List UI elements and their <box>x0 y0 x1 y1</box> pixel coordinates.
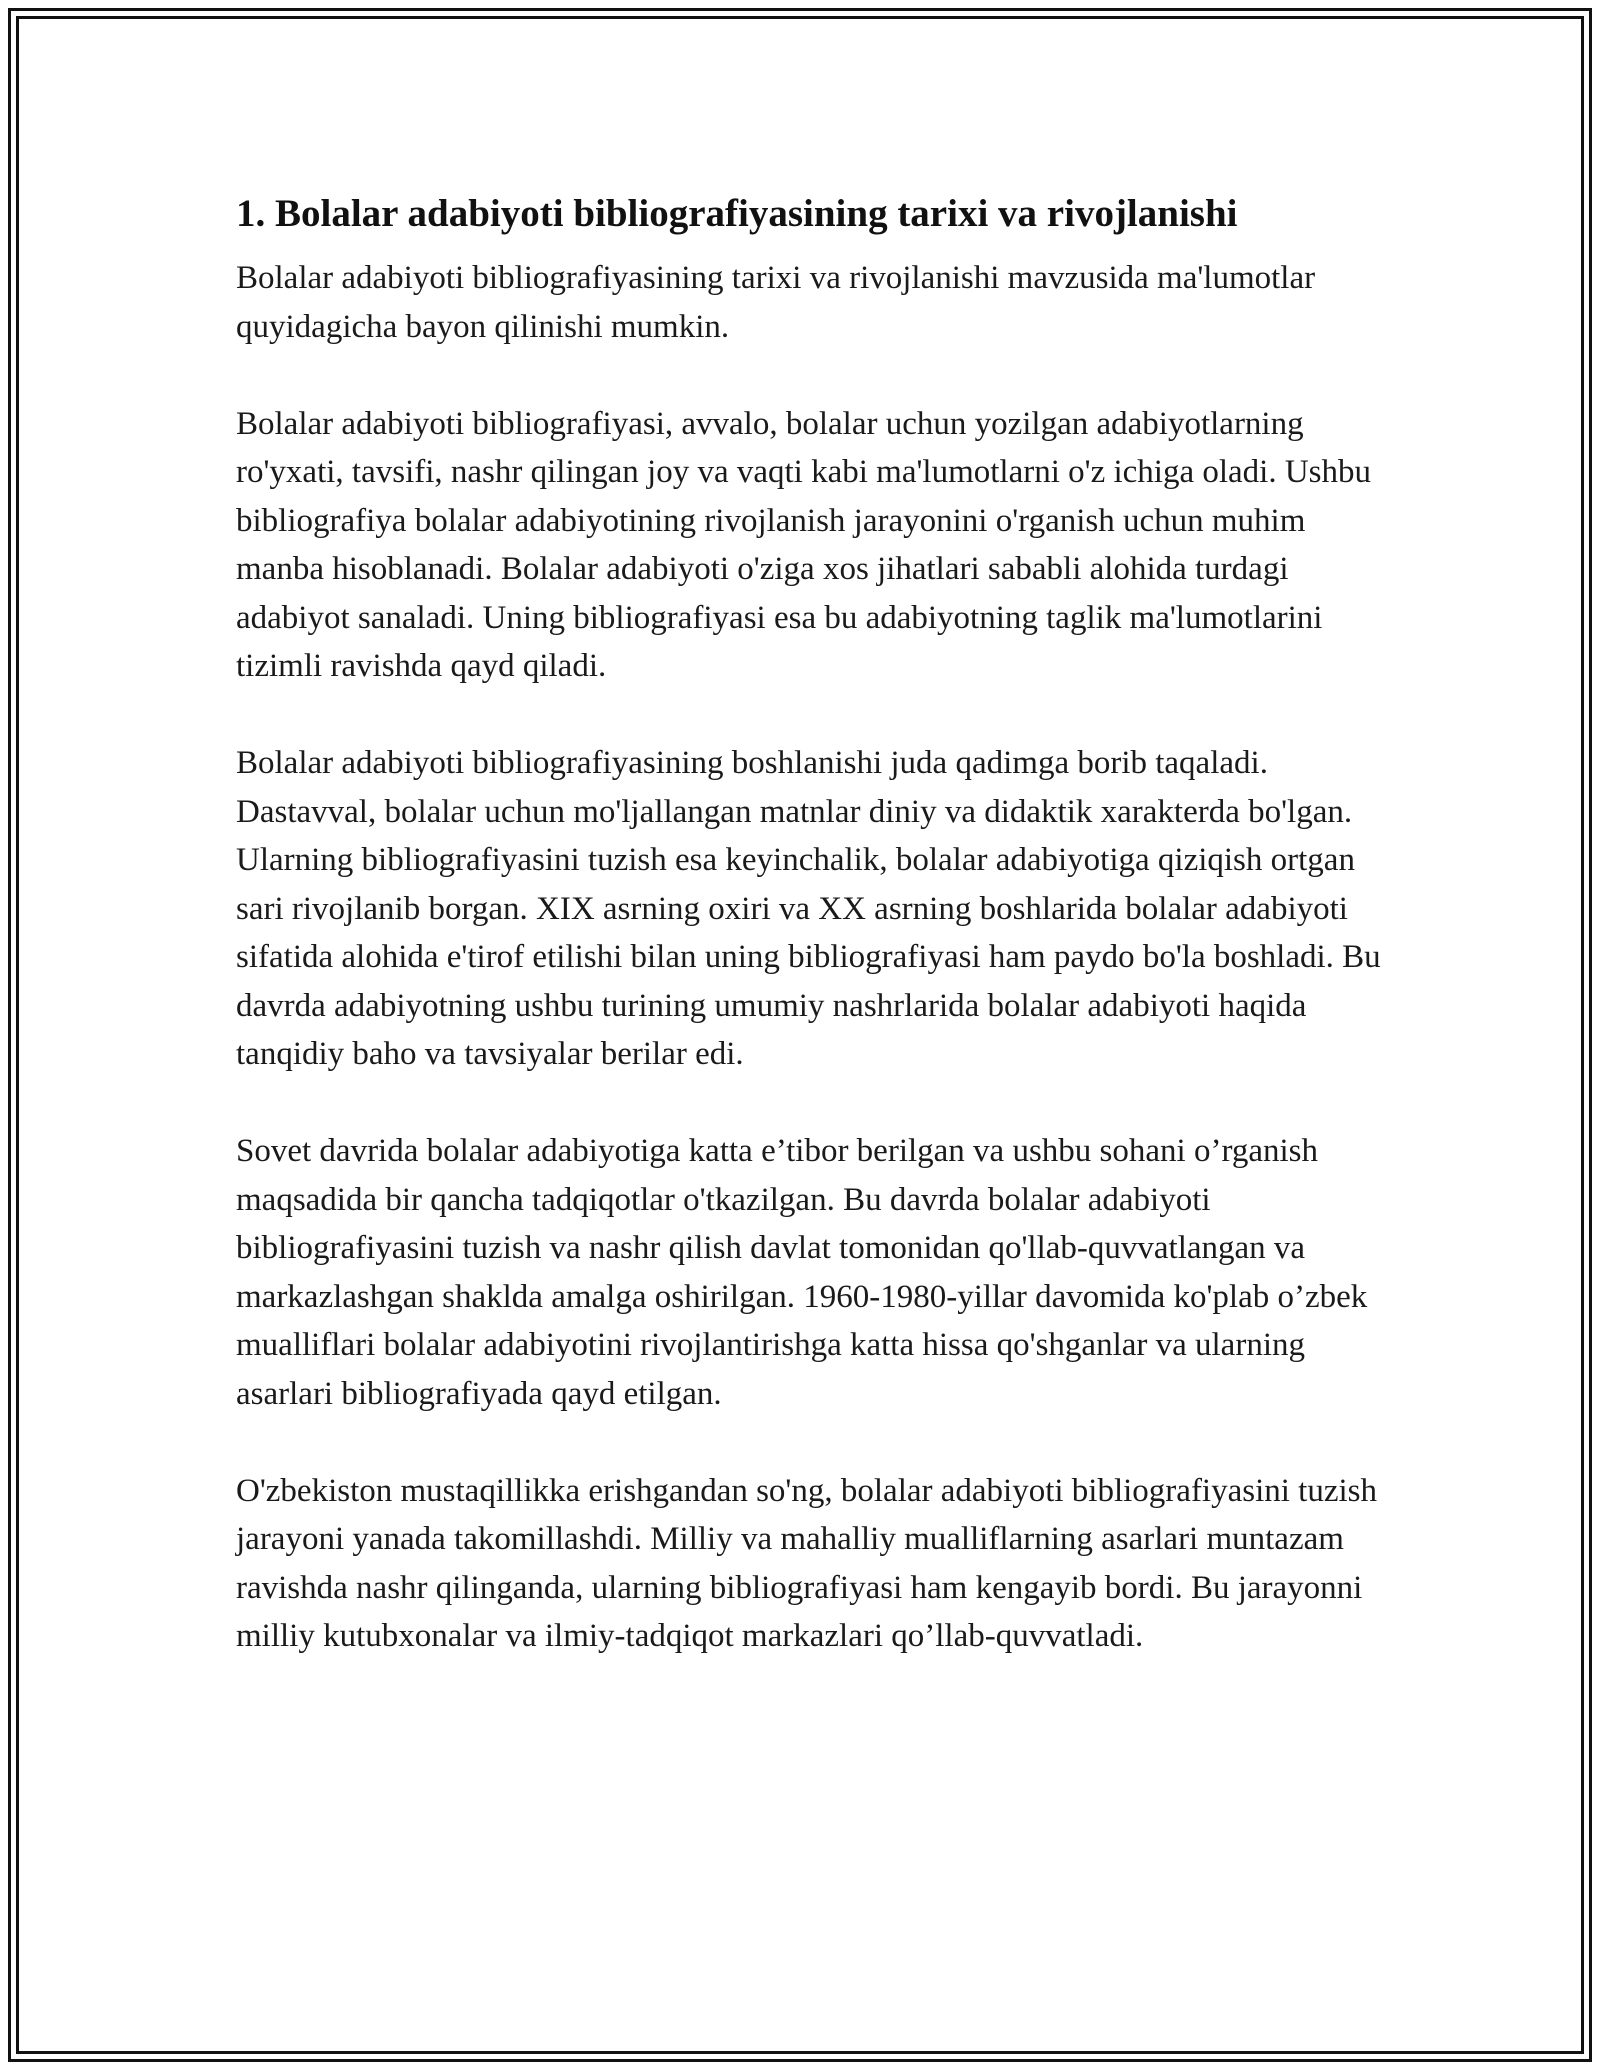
paragraph-soviet-era: Sovet davrida bolalar adabiyotiga katta e’tibor berilgan va ushbu sohani o’rganish maqsadida bir qancha tadqiqotlar o'tkazilgan. Bu davrda bolalar adabiyoti bibliografiyasini tuzish va nashr qilish davlat tomonidan qo'llab-quvvatlangan va markazlashgan shaklda amalga oshirilgan. 1960-1980-yillar davomida ko'plab o’zbek mualliflari bolalar adabiyotini rivojlantirishga katta hissa qo'shganlar va ularning asarlari bibliografiyada qayd etilgan. <box>236 1133 1368 1412</box>
document-body <box>236 188 1396 1661</box>
paragraph-origins: Bolalar adabiyoti bibliografiyasining boshlanishi juda qadimga borib taqaladi. Dastavval, bolalar uchun mo'ljallangan matnlar diniy va didaktik xarakterda bo'lgan. Ularning bibliografiyasini tuzish esa keyinchalik, bolalar adabiyotiga qiziqish ortgan sari rivojlanib borgan. XIX asrning oxiri va XX asrning boshlarida bolalar adabiyoti sifatida alohida e'tirof etilishi bilan uning bibliografiyasi ham paydo bo'la boshladi. Bu davrda adabiyotning ushbu turining umumiy nashrlarida bolalar adabiyoti haqida tanqidiy baho va tavsiyalar berilar edi. <box>236 745 1381 1072</box>
paragraph-definition: Bolalar adabiyoti bibliografiyasi, avvalo, bolalar uchun yozilgan adabiyotlarning ro'yxati, tavsifi, nashr qilingan joy va vaqti kabi ma'lumotlarni o'z ichiga oladi. Ushbu bibliografiya bolalar adabiyotining rivojlanish jarayonini o'rganish uchun muhim manba hisoblanadi. Bolalar adabiyoti o'ziga xos jihatlari sababli alohida turdagi adabiyot sanaladi. Uning bibliografiyasi esa bu adabiyotning taglik ma'lumotlarini tizimli ravishda qayd qiladi. <box>236 405 1372 684</box>
paragraph-independence-era: O'zbekiston mustaqillikka erishgandan so'ng, bolalar adabiyoti bibliografiyasini tuzish jarayoni yanada takomillashdi. Milliy va mahalliy mualliflarning asarlari muntazam ravishda nashr qilinganda, ularning bibliografiyasi ham kengayib bordi. Bu jarayonni milliy kutubxonalar va ilmiy-tadqiqot markazlari qo’llab-quvvatladi. <box>236 1472 1377 1654</box>
section-heading: 1. Bolalar adabiyoti bibliografiyasining tarixi va rivojlanishi <box>236 192 1238 235</box>
paragraph-intro: Bolalar adabiyoti bibliografiyasining tarixi va rivojlanishi mavzusida ma'lumotlar quyidagicha bayon qilinishi mumkin. <box>236 260 1316 345</box>
